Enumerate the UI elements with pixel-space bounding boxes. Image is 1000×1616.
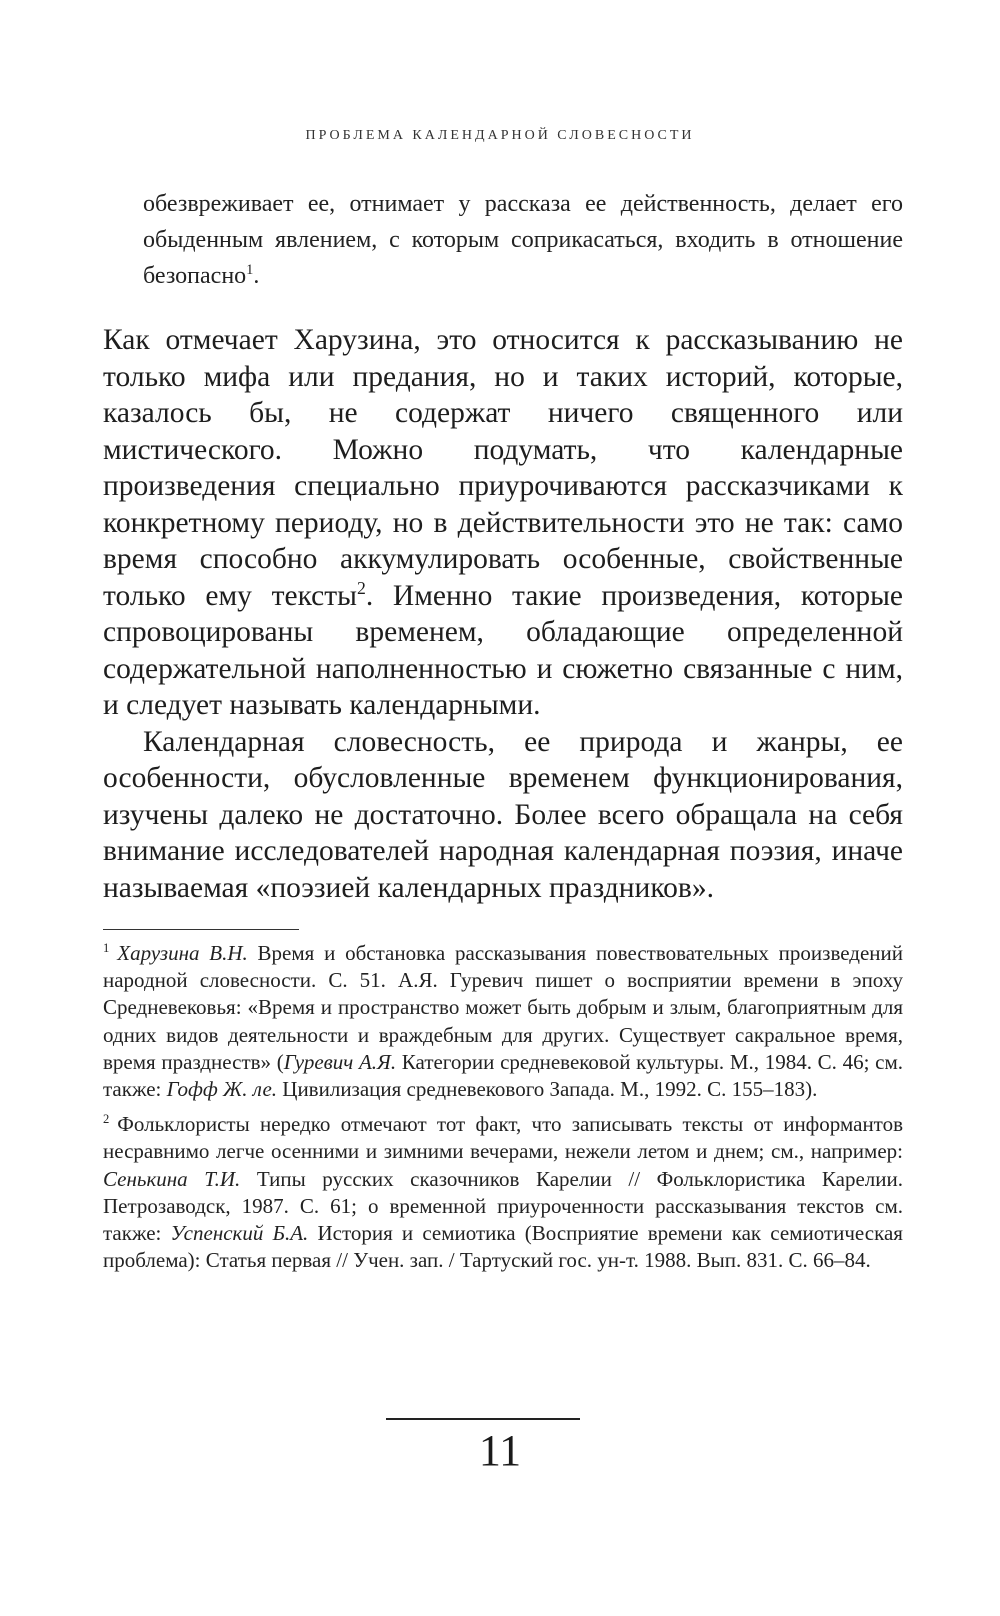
running-head: ПРОБЛЕМА КАЛЕНДАРНОЙ СЛОВЕСНОСТИ — [305, 128, 695, 143]
footnote-separator — [103, 929, 299, 930]
footnote-1 — [103, 940, 903, 1103]
footnote-1-author-3: Гофф Ж. ле. — [166, 1077, 278, 1102]
footnote-1-mark: 1 — [103, 941, 110, 955]
footnote-ref-1[interactable]: 1 — [246, 262, 254, 278]
paragraph-1 — [103, 322, 903, 724]
footnotes — [103, 940, 903, 1282]
footnote-1-text-2: Категории средневековой культуры. М., 1984. С. 46; см. также: — [103, 1049, 903, 1102]
footnote-1-text-3: Цивилизация средневекового Запада. М., 1992. С. 155–183). — [277, 1077, 818, 1102]
block-quote — [143, 186, 903, 294]
footnote-2-mark: 2 — [103, 1112, 110, 1127]
paragraph-2: Календарная словесность, ее природа и жанры, ее особенности, обусловленные временем функционирования, изучены далеко не достаточно. Более всего обращала на себя внимание исследователей народная календарная поэзия, иначе называемая «поэзией календарных праздников». — [103, 725, 903, 904]
main-text — [103, 322, 903, 906]
page-number-rule — [386, 1418, 580, 1420]
page-number: 11 — [478, 1426, 522, 1475]
quote-end: . — [253, 263, 260, 289]
footnote-1-author-1: Харузина В.Н. — [117, 941, 248, 965]
footnote-ref-2[interactable]: 2 — [356, 577, 366, 598]
footnote-2-author-1: Сенькина Т.И. — [103, 1166, 241, 1191]
paragraph-1-part-b: . Именно такие произведения, которые спровоцированы временем, обладающие определенной содержательной наполненностью и сюжетно связанные с ним, и следует называть календарными. — [103, 579, 903, 721]
footnote-2-text-2: Типы русских сказочников Карелии // Фольклористика Карелии. Петрозаводск, 1987. С. 61; о временной приуроченности рассказывания текстов см. также: — [103, 1166, 903, 1246]
footnote-1-text-1: Время и обстановка рассказывания повествовательных произведений народной словесности. С. 51. А.Я. Гуревич пишет о восприятии времени в эпоху Средневековья: «Время и пространство может быть добрым и злым, благоприятным для одних видов деятельности и враждебным для других. Существует сакральное время, время празднеств» ( — [103, 941, 904, 1074]
footnote-1-author-2: Гуревич А.Я. — [283, 1049, 397, 1074]
quote-text: обезвреживает ее, отнимает у рассказа ее действенность, делает его обыденным явлением, с которым соприкасаться, входить в отношение безопасно — [143, 191, 903, 289]
footnote-2-text-3: История и семиотика (Восприятие времени как семиотическая проблема): Статья первая // Учен. зап. / Тартуский гос. ун-т. 1988. Вып. 831. С. 66–84. — [103, 1221, 903, 1273]
footnote-2-text-1: Фольклористы нередко отмечают тот факт, что записывать тексты от информантов несравнимо легче осенними и зимними вечерами, нежели летом и днем; см., например: — [103, 1112, 903, 1164]
footnote-2-author-2: Успенский Б.А. — [170, 1221, 309, 1246]
footnote-2 — [103, 1111, 903, 1274]
paragraph-1-part-a: Как отмечает Харузина, это относится к рассказыванию не только мифа или предания, но и таких историй, которые, казалось бы, не содержат ничего священного или мистического. Можно подумать, что календарные произведения специально приурочиваются рассказчиками к конкретному периоду, но в действительности это не так: само время способно аккумулировать особенные, свойственные только ему тексты — [103, 324, 903, 612]
